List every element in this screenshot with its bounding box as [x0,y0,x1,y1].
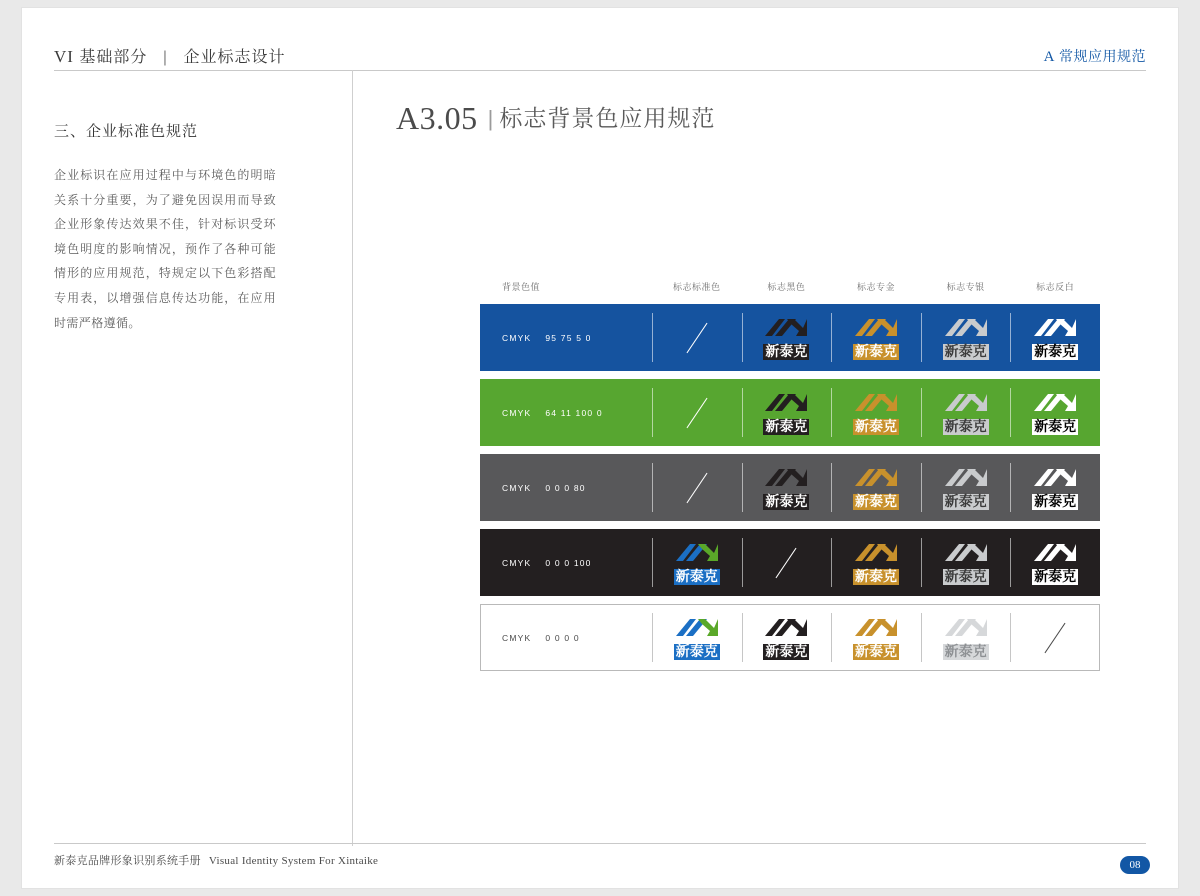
logo-cell-standard [652,454,742,521]
sidebar-body-text: 企业标识在应用过程中与环境色的明暗关系十分重要，为了避免因误用而导致企业形象传达效果不佳，针对标识受环境色明度的影响情况，预作了各种可能情形的应用规范，特规定以下色彩搭配专用表，以增强信息传达功能，在应用时需严格遵循。 [54,168,276,330]
not-applicable-slash [1045,622,1066,652]
header-right-code: A [1043,49,1055,65]
sidebar-title: 三、企业标准色规范 [54,123,199,140]
brand-name-cn: 新泰克 [944,643,987,660]
not-applicable-slash [686,397,707,427]
cell-separator [921,313,922,362]
xtk-mark-icon [845,316,907,342]
cmyk-key: CMYK [502,557,532,568]
brand-name-cn: 新泰克 [944,568,987,585]
logo-cell-gold [831,604,921,671]
brand-logo [755,616,817,660]
footer-caption-cn: 新泰克品牌形象识别系统手册 [54,855,201,867]
brand-logo [666,541,728,585]
header-section-code: VI [54,47,74,66]
page-title-text: 标志背景色应用规范 [499,105,716,131]
cell-separator [921,463,922,512]
cell-separator [652,538,653,587]
table-row [480,454,1100,521]
column-header-white: 标志反白 [1036,282,1075,292]
cmyk-key: CMYK [502,632,532,643]
page-number-badge: 08 [1120,856,1150,874]
header-separator: | [162,49,169,66]
brand-name-cn: 新泰克 [765,643,808,660]
column-header-black: 标志黑色 [767,282,806,292]
cmyk-values: 95 75 5 0 [545,332,592,343]
xtk-mark-icon [755,391,817,417]
brand-name-cn: 新泰克 [854,643,897,660]
cmyk-key: CMYK [502,407,532,418]
cmyk-key: CMYK [502,332,532,343]
cell-separator [831,313,832,362]
logo-cell-silver [921,604,1011,671]
header-breadcrumb [54,44,286,67]
brand-name-cn: 新泰克 [765,343,808,360]
cmyk-values: 0 0 0 100 [545,557,592,568]
header-divider [54,70,1146,71]
logo-cell-white [1010,604,1100,671]
logo-cell-gold [831,529,921,596]
footer-caption [54,852,378,868]
column-header-bg: 背景色值 [502,282,541,292]
xtk-mark-icon [1024,316,1086,342]
logo-cell-black [742,379,832,446]
brand-logo [666,616,728,660]
brand-name-cn: 新泰克 [1034,418,1077,435]
brand-logo [755,391,817,435]
brand-logo [935,541,997,585]
cmyk-values: 64 11 100 0 [545,407,603,418]
cell-separator [742,613,743,662]
xtk-mark-icon [935,391,997,417]
header-right-title: 常规应用规范 [1059,48,1146,64]
brand-name-cn: 新泰克 [1034,343,1077,360]
logo-cell-black [742,454,832,521]
cell-separator [1010,613,1011,662]
brand-logo [1024,541,1086,585]
logo-cell-white [1010,304,1100,371]
brand-logo [1024,466,1086,510]
cmyk-key: CMYK [502,482,532,493]
xtk-mark-icon [1024,541,1086,567]
logo-cell-standard [652,604,742,671]
logo-cell-standard [652,529,742,596]
brand-name-cn: 新泰克 [854,493,897,510]
brand-logo [935,466,997,510]
cell-separator [742,463,743,512]
cell-separator [1010,538,1011,587]
logo-cell-silver [921,529,1011,596]
brand-logo [1024,391,1086,435]
brand-name-cn: 新泰克 [675,643,718,660]
sidebar [54,120,304,335]
document-page [22,8,1178,888]
cmyk-values: 0 0 0 0 [545,632,580,643]
cell-separator [742,388,743,437]
xtk-mark-icon [666,616,728,642]
xtk-mark-icon [935,616,997,642]
brand-name-cn: 新泰克 [944,418,987,435]
cell-separator [652,388,653,437]
brand-name-cn: 新泰克 [944,493,987,510]
cmyk-label [502,633,580,643]
logo-cell-black [742,304,832,371]
brand-logo [845,466,907,510]
logo-cell-silver [921,304,1011,371]
cell-separator [831,463,832,512]
cell-separator [831,538,832,587]
brand-name-cn: 新泰克 [765,418,808,435]
logo-cell-black [742,529,832,596]
cell-separator [652,463,653,512]
column-header-standard: 标志标准色 [673,282,721,292]
cell-separator [831,613,832,662]
brand-name-cn: 新泰克 [765,493,808,510]
logo-cell-gold [831,454,921,521]
page-title-bar: | [487,106,494,131]
cell-separator [652,313,653,362]
brand-name-cn: 新泰克 [1034,493,1077,510]
cell-separator [652,613,653,662]
brand-logo [935,391,997,435]
logo-cell-silver [921,379,1011,446]
brand-name-cn: 新泰克 [1034,568,1077,585]
table-rows [480,304,1100,671]
brand-name-cn: 新泰克 [944,343,987,360]
logo-cell-gold [831,379,921,446]
column-header-silver: 标志专银 [946,282,985,292]
logo-cell-gold [831,304,921,371]
not-applicable-slash [686,472,707,502]
brand-name-cn: 新泰克 [854,418,897,435]
header-subsection-title: 企业标志设计 [183,49,286,66]
xtk-mark-icon [666,541,728,567]
xtk-mark-icon [755,616,817,642]
cmyk-label [502,333,592,343]
brand-logo [845,391,907,435]
xtk-mark-icon [935,466,997,492]
cell-separator [831,388,832,437]
cell-separator [921,613,922,662]
table-row [480,304,1100,371]
cell-separator [742,538,743,587]
table-row [480,379,1100,446]
brand-logo [845,316,907,360]
xtk-mark-icon [1024,466,1086,492]
brand-name-cn: 新泰克 [854,343,897,360]
xtk-mark-icon [755,466,817,492]
xtk-mark-icon [845,541,907,567]
brand-name-cn: 新泰克 [854,568,897,585]
not-applicable-slash [686,322,707,352]
footer-caption-en: Visual Identity System For Xintaike [208,855,379,867]
brand-logo [935,616,997,660]
logo-cell-white [1010,379,1100,446]
table-row [480,529,1100,596]
xtk-mark-icon [755,316,817,342]
cell-separator [742,313,743,362]
page-title [396,100,715,137]
color-application-table [480,280,1100,679]
xtk-mark-icon [935,316,997,342]
logo-cell-silver [921,454,1011,521]
xtk-mark-icon [935,541,997,567]
logo-cell-standard [652,304,742,371]
xtk-mark-icon [845,616,907,642]
vertical-divider [352,70,353,846]
column-header-gold: 标志专金 [856,282,896,292]
cmyk-label [502,483,586,493]
page-title-code: A3.05 [396,100,478,136]
cell-separator [921,388,922,437]
brand-name-cn: 新泰克 [675,568,718,585]
brand-logo [845,541,907,585]
cell-separator [1010,388,1011,437]
xtk-mark-icon [1024,391,1086,417]
logo-cell-standard [652,379,742,446]
cmyk-label [502,558,592,568]
brand-logo [845,616,907,660]
table-row [480,604,1100,671]
brand-logo [935,316,997,360]
cell-separator [1010,313,1011,362]
logo-cell-white [1010,454,1100,521]
header-right-label [1044,46,1146,66]
cmyk-label [502,408,603,418]
page-header [22,8,1178,66]
brand-logo [755,466,817,510]
cell-separator [1010,463,1011,512]
brand-logo [755,316,817,360]
brand-logo [1024,316,1086,360]
header-section-title: 基础部分 [79,49,148,66]
logo-cell-white [1010,529,1100,596]
xtk-mark-icon [845,391,907,417]
cell-separator [921,538,922,587]
xtk-mark-icon [845,466,907,492]
not-applicable-slash [776,547,797,577]
footer-divider [54,843,1146,844]
table-column-headers [480,280,1100,304]
logo-cell-black [742,604,832,671]
cmyk-values: 0 0 0 80 [545,482,586,493]
